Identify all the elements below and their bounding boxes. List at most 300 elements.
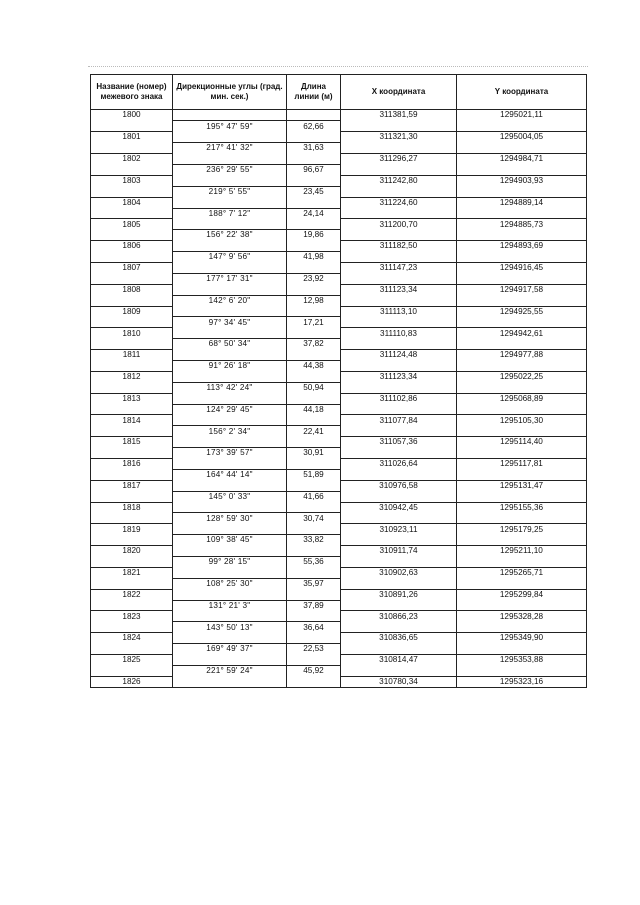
empty-name-cell: [91, 360, 173, 371]
directional-angle: 97° 34' 45": [173, 317, 287, 328]
table-row: [91, 393, 587, 404]
marker-name: 1800: [91, 110, 173, 121]
marker-name: 1803: [91, 175, 173, 186]
table-row: [91, 284, 587, 295]
table-row: [91, 622, 587, 633]
empty-angle-cell: [173, 197, 287, 208]
empty-name-cell: [91, 665, 173, 676]
top-scan-dots: [88, 66, 588, 73]
table-row: [91, 241, 587, 252]
x-coordinate: 311026,64: [341, 459, 457, 470]
empty-name-cell: [91, 491, 173, 502]
empty-angle-cell: [173, 154, 287, 165]
table-row: [91, 121, 587, 132]
empty-y-cell: [457, 121, 587, 132]
empty-angle-cell: [173, 284, 287, 295]
x-coordinate: 311123,34: [341, 284, 457, 295]
empty-x-cell: [341, 339, 457, 350]
empty-length-cell: [287, 284, 341, 295]
header-x-coordinate: X координата: [341, 75, 457, 110]
x-coordinate: 310891,26: [341, 589, 457, 600]
marker-name: 1804: [91, 197, 173, 208]
table-row: [91, 154, 587, 165]
empty-name-cell: [91, 644, 173, 655]
empty-name-cell: [91, 208, 173, 219]
line-length: 62,66: [287, 121, 341, 132]
empty-name-cell: [91, 600, 173, 611]
empty-name-cell: [91, 230, 173, 241]
directional-angle: 131° 21' 3": [173, 600, 287, 611]
empty-x-cell: [341, 252, 457, 263]
y-coordinate: 1295155,36: [457, 502, 587, 513]
table-row: [91, 404, 587, 415]
table-row: [91, 437, 587, 448]
x-coordinate: 310780,34: [341, 676, 457, 687]
directional-angle: 188° 7' 12": [173, 208, 287, 219]
empty-angle-cell: [173, 132, 287, 143]
table-row: [91, 600, 587, 611]
y-coordinate: 1294889,14: [457, 197, 587, 208]
empty-angle-cell: [173, 110, 287, 121]
empty-y-cell: [457, 578, 587, 589]
empty-y-cell: [457, 360, 587, 371]
y-coordinate: 1295265,71: [457, 567, 587, 578]
directional-angle: 147° 9' 56": [173, 252, 287, 263]
y-coordinate: 1294916,45: [457, 262, 587, 273]
x-coordinate: 311147,23: [341, 262, 457, 273]
table-row: [91, 491, 587, 502]
empty-length-cell: [287, 589, 341, 600]
table-row: [91, 502, 587, 513]
empty-name-cell: [91, 578, 173, 589]
table-row: [91, 578, 587, 589]
directional-angle: 68° 50' 34": [173, 339, 287, 350]
table-row: [91, 524, 587, 535]
empty-length-cell: [287, 611, 341, 622]
empty-angle-cell: [173, 437, 287, 448]
table-row: [91, 175, 587, 186]
x-coordinate: 310923,11: [341, 524, 457, 535]
empty-x-cell: [341, 513, 457, 524]
table-row: [91, 110, 587, 121]
table-row: [91, 655, 587, 666]
y-coordinate: 1294984,71: [457, 154, 587, 165]
x-coordinate: 311200,70: [341, 219, 457, 230]
y-coordinate: 1295114,40: [457, 437, 587, 448]
marker-name: 1811: [91, 350, 173, 361]
y-coordinate: 1295105,30: [457, 415, 587, 426]
y-coordinate: 1295328,28: [457, 611, 587, 622]
header-directional-angles: Дирекционные углы (град. мин. сек.): [173, 75, 287, 110]
empty-length-cell: [287, 502, 341, 513]
empty-length-cell: [287, 262, 341, 273]
x-coordinate: 311296,27: [341, 154, 457, 165]
x-coordinate: 311321,30: [341, 132, 457, 143]
x-coordinate: 311182,50: [341, 241, 457, 252]
directional-angle: 108° 25' 30": [173, 578, 287, 589]
directional-angle: 113° 42' 24": [173, 382, 287, 393]
empty-name-cell: [91, 513, 173, 524]
marker-name: 1809: [91, 306, 173, 317]
empty-x-cell: [341, 186, 457, 197]
empty-y-cell: [457, 252, 587, 263]
table-row: [91, 644, 587, 655]
table-row: [91, 415, 587, 426]
line-length: 24,14: [287, 208, 341, 219]
table-row: [91, 208, 587, 219]
table-row: [91, 219, 587, 230]
empty-name-cell: [91, 622, 173, 633]
empty-angle-cell: [173, 480, 287, 491]
line-length: 51,89: [287, 469, 341, 480]
directional-angle: 169° 49' 37": [173, 644, 287, 655]
empty-length-cell: [287, 306, 341, 317]
empty-y-cell: [457, 164, 587, 175]
x-coordinate: 310942,45: [341, 502, 457, 513]
empty-length-cell: [287, 175, 341, 186]
directional-angle: 164° 44' 14": [173, 469, 287, 480]
marker-name: 1807: [91, 262, 173, 273]
header-y-coordinate: Y координата: [457, 75, 587, 110]
empty-length-cell: [287, 546, 341, 557]
table-row: [91, 350, 587, 361]
empty-angle-cell: [173, 633, 287, 644]
directional-angle: 221° 59' 24": [173, 665, 287, 676]
marker-name: 1815: [91, 437, 173, 448]
table-row: [91, 611, 587, 622]
table-row: [91, 426, 587, 437]
empty-y-cell: [457, 491, 587, 502]
table-row: [91, 273, 587, 284]
empty-length-cell: [287, 371, 341, 382]
empty-length-cell: [287, 154, 341, 165]
table-row: [91, 382, 587, 393]
empty-y-cell: [457, 448, 587, 459]
line-length: 22,41: [287, 426, 341, 437]
marker-name: 1812: [91, 371, 173, 382]
marker-name: 1814: [91, 415, 173, 426]
table-header-row: [91, 75, 587, 110]
x-coordinate: 310976,58: [341, 480, 457, 491]
empty-x-cell: [341, 665, 457, 676]
table-row: [91, 371, 587, 382]
empty-y-cell: [457, 535, 587, 546]
line-length: 44,38: [287, 360, 341, 371]
marker-name: 1808: [91, 284, 173, 295]
line-length: 37,82: [287, 339, 341, 350]
empty-x-cell: [341, 448, 457, 459]
y-coordinate: 1295021,11: [457, 110, 587, 121]
x-coordinate: 311224,60: [341, 197, 457, 208]
y-coordinate: 1294903,93: [457, 175, 587, 186]
empty-length-cell: [287, 197, 341, 208]
empty-x-cell: [341, 360, 457, 371]
empty-length-cell: [287, 110, 341, 121]
directional-angle: 142° 6' 20": [173, 295, 287, 306]
directional-angle: 143° 50' 13": [173, 622, 287, 633]
empty-y-cell: [457, 339, 587, 350]
line-length: 44,18: [287, 404, 341, 415]
x-coordinate: 310836,65: [341, 633, 457, 644]
directional-angle: 173° 39' 57": [173, 448, 287, 459]
empty-length-cell: [287, 524, 341, 535]
empty-y-cell: [457, 513, 587, 524]
table-row: [91, 132, 587, 143]
marker-name: 1824: [91, 633, 173, 644]
empty-x-cell: [341, 230, 457, 241]
x-coordinate: 310902,63: [341, 567, 457, 578]
empty-x-cell: [341, 273, 457, 284]
empty-x-cell: [341, 600, 457, 611]
y-coordinate: 1295179,25: [457, 524, 587, 535]
empty-x-cell: [341, 622, 457, 633]
empty-name-cell: [91, 382, 173, 393]
empty-length-cell: [287, 393, 341, 404]
directional-angle: 217° 41' 32": [173, 143, 287, 154]
empty-y-cell: [457, 622, 587, 633]
empty-x-cell: [341, 535, 457, 546]
line-length: 30,91: [287, 448, 341, 459]
empty-angle-cell: [173, 546, 287, 557]
directional-angle: 109° 38' 45": [173, 535, 287, 546]
empty-name-cell: [91, 557, 173, 568]
marker-name: 1821: [91, 567, 173, 578]
marker-name: 1805: [91, 219, 173, 230]
table-row: [91, 262, 587, 273]
empty-length-cell: [287, 633, 341, 644]
empty-y-cell: [457, 382, 587, 393]
empty-length-cell: [287, 328, 341, 339]
line-length: 50,94: [287, 382, 341, 393]
marker-name: 1816: [91, 459, 173, 470]
y-coordinate: 1295068,89: [457, 393, 587, 404]
table-row: [91, 448, 587, 459]
empty-name-cell: [91, 121, 173, 132]
empty-x-cell: [341, 143, 457, 154]
table-row: [91, 676, 587, 687]
coordinates-sheet: [90, 74, 586, 688]
x-coordinate: 310866,23: [341, 611, 457, 622]
y-coordinate: 1295117,81: [457, 459, 587, 470]
table-row: [91, 164, 587, 175]
empty-length-cell: [287, 676, 341, 687]
empty-name-cell: [91, 448, 173, 459]
empty-angle-cell: [173, 459, 287, 470]
empty-angle-cell: [173, 241, 287, 252]
directional-angle: 195° 47' 59": [173, 121, 287, 132]
empty-angle-cell: [173, 328, 287, 339]
empty-x-cell: [341, 426, 457, 437]
empty-y-cell: [457, 208, 587, 219]
empty-x-cell: [341, 164, 457, 175]
y-coordinate: 1295299,84: [457, 589, 587, 600]
line-length: 22,53: [287, 644, 341, 655]
empty-y-cell: [457, 557, 587, 568]
empty-name-cell: [91, 252, 173, 263]
marker-name: 1823: [91, 611, 173, 622]
empty-angle-cell: [173, 415, 287, 426]
empty-name-cell: [91, 317, 173, 328]
empty-angle-cell: [173, 502, 287, 513]
empty-y-cell: [457, 186, 587, 197]
x-coordinate: 310911,74: [341, 546, 457, 557]
marker-name: 1820: [91, 546, 173, 557]
y-coordinate: 1295323,16: [457, 676, 587, 687]
directional-angle: 91° 26' 18": [173, 360, 287, 371]
empty-length-cell: [287, 459, 341, 470]
line-length: 37,89: [287, 600, 341, 611]
line-length: 33,82: [287, 535, 341, 546]
y-coordinate: 1294917,58: [457, 284, 587, 295]
x-coordinate: 311381,59: [341, 110, 457, 121]
empty-angle-cell: [173, 350, 287, 361]
table-row: [91, 295, 587, 306]
empty-y-cell: [457, 600, 587, 611]
marker-name: 1825: [91, 655, 173, 666]
y-coordinate: 1295353,88: [457, 655, 587, 666]
y-coordinate: 1294893,69: [457, 241, 587, 252]
directional-angle: 128° 59' 30": [173, 513, 287, 524]
table-row: [91, 143, 587, 154]
table-row: [91, 480, 587, 491]
empty-x-cell: [341, 469, 457, 480]
x-coordinate: 311102,86: [341, 393, 457, 404]
empty-x-cell: [341, 644, 457, 655]
y-coordinate: 1295022,25: [457, 371, 587, 382]
marker-name: 1810: [91, 328, 173, 339]
x-coordinate: 311057,36: [341, 437, 457, 448]
empty-angle-cell: [173, 219, 287, 230]
boundary-coordinates-table: [90, 74, 587, 688]
table-row: [91, 360, 587, 371]
line-length: 55,36: [287, 557, 341, 568]
marker-name: 1826: [91, 676, 173, 687]
header-line-length: Длина линии (м): [287, 75, 341, 110]
empty-length-cell: [287, 350, 341, 361]
header-marker-name: Название (номер) межевого знака: [91, 75, 173, 110]
y-coordinate: 1294885,73: [457, 219, 587, 230]
y-coordinate: 1295211,10: [457, 546, 587, 557]
empty-angle-cell: [173, 567, 287, 578]
empty-name-cell: [91, 469, 173, 480]
directional-angle: 156° 2' 34": [173, 426, 287, 437]
y-coordinate: 1295131,47: [457, 480, 587, 491]
empty-angle-cell: [173, 611, 287, 622]
empty-length-cell: [287, 437, 341, 448]
x-coordinate: 310814,47: [341, 655, 457, 666]
empty-length-cell: [287, 132, 341, 143]
directional-angle: 156° 22' 38": [173, 230, 287, 241]
y-coordinate: 1294942,61: [457, 328, 587, 339]
table-row: [91, 567, 587, 578]
marker-name: 1813: [91, 393, 173, 404]
table-row: [91, 513, 587, 524]
table-row: [91, 535, 587, 546]
line-length: 23,45: [287, 186, 341, 197]
empty-name-cell: [91, 426, 173, 437]
x-coordinate: 311110,83: [341, 328, 457, 339]
empty-name-cell: [91, 295, 173, 306]
table-row: [91, 306, 587, 317]
empty-angle-cell: [173, 175, 287, 186]
empty-name-cell: [91, 535, 173, 546]
empty-length-cell: [287, 415, 341, 426]
table-row: [91, 665, 587, 676]
table-row: [91, 317, 587, 328]
x-coordinate: 311123,34: [341, 371, 457, 382]
empty-x-cell: [341, 208, 457, 219]
empty-angle-cell: [173, 676, 287, 687]
empty-length-cell: [287, 219, 341, 230]
x-coordinate: 311113,10: [341, 306, 457, 317]
empty-name-cell: [91, 143, 173, 154]
line-length: 31,63: [287, 143, 341, 154]
empty-y-cell: [457, 230, 587, 241]
empty-x-cell: [341, 317, 457, 328]
empty-y-cell: [457, 404, 587, 415]
marker-name: 1806: [91, 241, 173, 252]
empty-y-cell: [457, 644, 587, 655]
table-row: [91, 589, 587, 600]
table-row: [91, 186, 587, 197]
empty-y-cell: [457, 143, 587, 154]
empty-angle-cell: [173, 655, 287, 666]
x-coordinate: 311077,84: [341, 415, 457, 426]
marker-name: 1802: [91, 154, 173, 165]
empty-name-cell: [91, 164, 173, 175]
empty-name-cell: [91, 339, 173, 350]
line-length: 41,66: [287, 491, 341, 502]
table-row: [91, 469, 587, 480]
empty-angle-cell: [173, 393, 287, 404]
directional-angle: 99° 28' 15": [173, 557, 287, 568]
table-row: [91, 459, 587, 470]
empty-x-cell: [341, 491, 457, 502]
directional-angle: 124° 29' 45": [173, 404, 287, 415]
empty-name-cell: [91, 273, 173, 284]
directional-angle: 236° 29' 55": [173, 164, 287, 175]
y-coordinate: 1295349,90: [457, 633, 587, 644]
line-length: 30,74: [287, 513, 341, 524]
empty-y-cell: [457, 273, 587, 284]
table-row: [91, 339, 587, 350]
y-coordinate: 1294925,55: [457, 306, 587, 317]
marker-name: 1818: [91, 502, 173, 513]
empty-angle-cell: [173, 589, 287, 600]
directional-angle: 145° 0' 33": [173, 491, 287, 502]
directional-angle: 219° 5' 55": [173, 186, 287, 197]
line-length: 12,98: [287, 295, 341, 306]
empty-angle-cell: [173, 262, 287, 273]
line-length: 36,64: [287, 622, 341, 633]
marker-name: 1822: [91, 589, 173, 600]
table-body: [91, 110, 587, 688]
table-row: [91, 252, 587, 263]
line-length: 23,92: [287, 273, 341, 284]
table-row: [91, 328, 587, 339]
empty-x-cell: [341, 121, 457, 132]
empty-x-cell: [341, 578, 457, 589]
empty-x-cell: [341, 295, 457, 306]
directional-angle: 177° 17' 31": [173, 273, 287, 284]
marker-name: 1819: [91, 524, 173, 535]
empty-y-cell: [457, 295, 587, 306]
line-length: 96,67: [287, 164, 341, 175]
line-length: 17,21: [287, 317, 341, 328]
empty-y-cell: [457, 665, 587, 676]
empty-y-cell: [457, 317, 587, 328]
empty-x-cell: [341, 557, 457, 568]
